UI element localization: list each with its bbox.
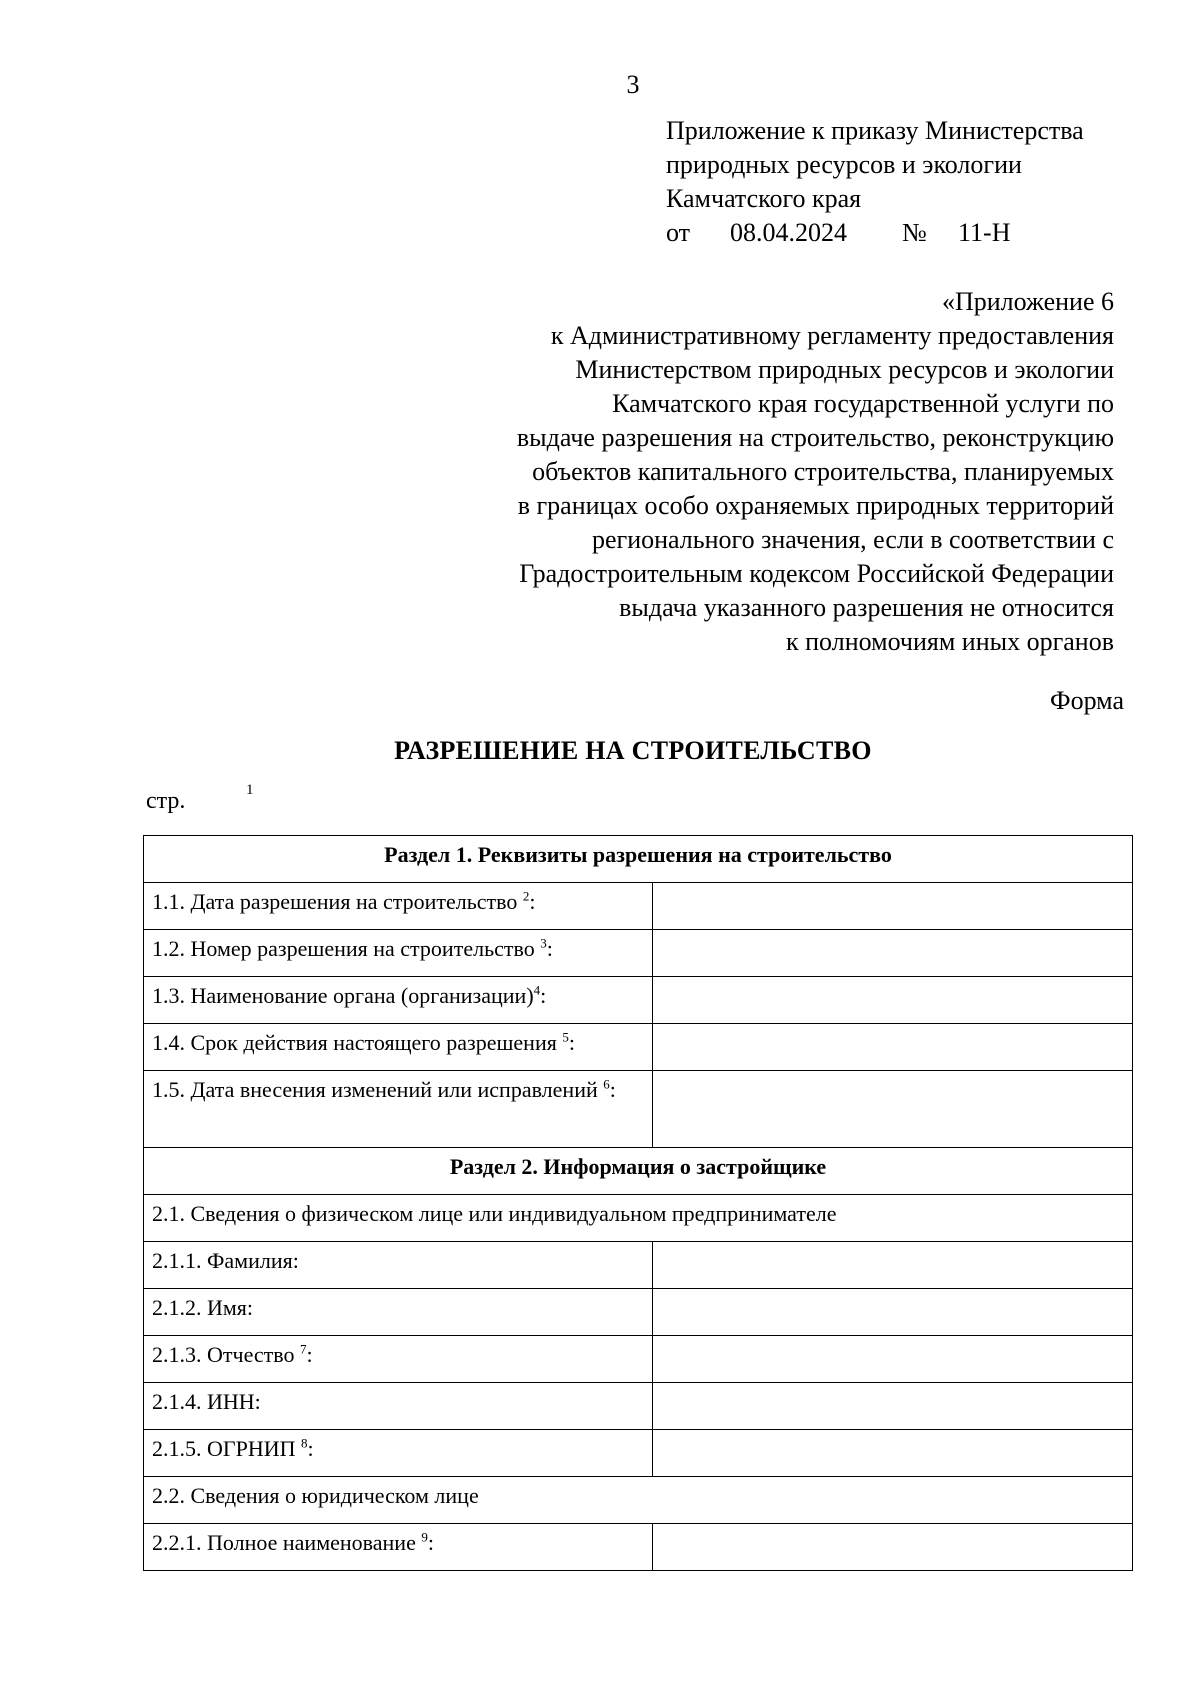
order-number: 11-Н [958,218,1011,247]
field-label-1-2: 1.2. Номер разрешения на строительство $^3$: [144,930,653,977]
regulation-appendix-header [414,285,1114,659]
field-label-2-1-4: 2.1.4. ИНН: [144,1383,653,1430]
page-reference [146,782,254,815]
footnote-ref: 3 [540,935,547,951]
field-value-1-4[interactable] [653,1024,1133,1071]
order-from-label: от [666,218,691,247]
field-label-2-1-5: 2.1.5. ОГРНИП $^8$: [144,1430,653,1477]
regulation-line: регионального значения, если в соответствии с [592,525,1114,554]
order-details-line [666,216,1136,250]
table-row [144,977,1133,1024]
regulation-line: объектов капитального строительства, планируемых [532,457,1114,486]
table-row [144,1383,1133,1430]
footnote-ref: 6 [603,1076,610,1092]
footnote-ref: 2 [522,888,530,904]
section-header-row [144,836,1133,883]
document-title: РАЗРЕШЕНИЕ НА СТРОИТЕЛЬСТВО [394,736,872,765]
table-row [144,1289,1133,1336]
field-value-1-3[interactable] [653,977,1133,1024]
field-value-2-1-3[interactable] [653,1336,1133,1383]
appendix-line: Приложение к приказу Министерства [666,116,1084,145]
footnote-ref: 5 [562,1029,569,1045]
subsection-2-2-title: 2.2. Сведения о юридическом лице [144,1477,1133,1524]
footnote-ref: 9 [421,1529,428,1545]
field-label-1-4: 1.4. Срок действия настоящего разрешения $^5$: [144,1024,653,1071]
field-value-2-1-1[interactable] [653,1242,1133,1289]
section-2-title: Раздел 2. Информация о застройщике [144,1148,1133,1195]
subsection-2-1-title: 2.1. Сведения о физическом лице или индивидуальном предпринимателе [144,1195,1133,1242]
footnote-ref: 7 [300,1341,307,1357]
regulation-line: выдача указанного разрешения не относится [619,593,1114,622]
table-row [144,1242,1133,1289]
table-row [144,1336,1133,1383]
page-number: 3 [626,70,640,99]
table-row [144,1024,1133,1071]
section-header-row [144,1148,1133,1195]
form-label: Форма [1050,686,1124,715]
field-value-2-1-5[interactable] [653,1430,1133,1477]
regulation-line: Камчатского края государственной услуги по [612,389,1114,418]
field-label-2-2-1: 2.2.1. Полное наименование $^9$: [144,1524,653,1571]
subsection-row [144,1195,1133,1242]
regulation-line: к полномочиям иных органов [786,627,1114,656]
page-ref-footnote: 1 [246,782,254,798]
field-value-2-2-1[interactable] [653,1524,1133,1571]
field-value-1-1[interactable] [653,883,1133,930]
field-label-2-1-1: 2.1.1. Фамилия: [144,1242,653,1289]
field-label-1-1: 1.1. Дата разрешения на строительство $^2$: [144,883,653,930]
section-1-title: Раздел 1. Реквизиты разрешения на строительство [144,836,1133,883]
regulation-line: к Административному регламенту предоставления [550,321,1114,350]
regulation-line: в границах особо охраняемых природных территорий [517,491,1114,520]
regulation-line: Градостроительным кодексом Российской Федерации [519,559,1114,588]
table-row [144,1430,1133,1477]
table-row [144,930,1133,977]
subsection-row [144,1477,1133,1524]
field-value-2-1-2[interactable] [653,1289,1133,1336]
table-row [144,1524,1133,1571]
regulation-line: Министерством природных ресурсов и экологии [575,355,1114,384]
table-row [144,883,1133,930]
appendix-line: природных ресурсов и экологии [666,150,1022,179]
field-label-2-1-3: 2.1.3. Отчество $^7$: [144,1336,653,1383]
field-value-1-5[interactable] [653,1071,1133,1148]
field-value-1-2[interactable] [653,930,1133,977]
field-label-1-3: 1.3. Наименование органа (организации)$^4$: [144,977,653,1024]
permit-form-table [143,835,1133,1571]
regulation-line: «Приложение 6 [941,287,1114,316]
regulation-line: выдаче разрешения на строительство, реконструкцию [516,423,1114,452]
footnote-ref: 4 [533,982,541,998]
order-number-sign: № [902,218,927,247]
table-row [144,1071,1133,1148]
footnote-ref: 8 [301,1435,308,1451]
appendix-line: Камчатского края [666,184,862,213]
field-label-1-5: 1.5. Дата внесения изменений или исправлений $^6$: [144,1071,653,1148]
field-value-2-1-4[interactable] [653,1383,1133,1430]
order-date: 08.04.2024 [730,218,847,247]
order-appendix-header [666,114,1136,250]
field-label-2-1-2: 2.1.2. Имя: [144,1289,653,1336]
page-ref-label: стр. [146,788,186,814]
